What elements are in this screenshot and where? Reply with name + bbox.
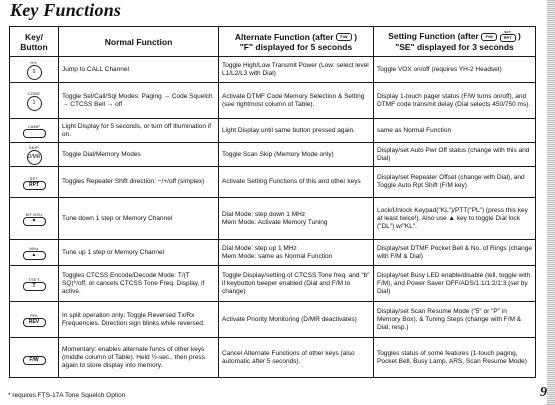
normal-cell: Toggles Repeater Shift direction: −/+/off (simplex) [59, 167, 219, 198]
tone-key-icon: TSET T [23, 278, 46, 291]
table-row [10, 240, 536, 266]
rpt-key-icon: SET RPT [500, 31, 516, 42]
footnote: * requires FTS-17A Tone Squelch Option [8, 392, 126, 399]
setting-cell: Toggle VOX on/off (requires YH-2 Headset) [374, 57, 536, 83]
normal-cell: In split operation only: Toggle Reversed Tx/Rx Frequencies. Direction sign blinks while reversed. [59, 302, 219, 338]
setting-cell: Display/set Repeater Offset (change with Dial), and Toggle Auto Rpt Shift (F/M key) [374, 167, 536, 198]
alternate-cell: Activate DTMF Code Memory Selection & Setting (see rightmost column of Table). [219, 83, 374, 119]
key-cell [10, 57, 59, 83]
f-key-icon: F/W [481, 33, 497, 41]
normal-cell: Jump to CALL Channel [59, 57, 219, 83]
alternate-cell: Toggle High/Low Transmit Power (Low: select level L1/L2/L3 with Dial) [219, 57, 374, 83]
header-alternate: Alternate Function (after F/W ) "F" displayed for 5 seconds [219, 27, 374, 57]
key-0-icon: H/L 0 [27, 61, 42, 80]
table-row [10, 338, 536, 378]
setting-cell: Toggles status of some features (1-touch paging, Pocket Bell, Busy Lamp, ARS, Scan Resume Mode) [374, 338, 536, 378]
key-cell [10, 83, 59, 119]
setting-cell: Display/set Scan Resume Mode ("5" or "P" in Memory Box), & Tuning Steps (change with F/M & Dial, resp.) [374, 302, 536, 338]
table-row [10, 119, 536, 143]
normal-cell: Toggles CTCSS Encode/Decode Mode: T/(T SQ)*/off, or cancels CTCSS Tone Freq. Display, if active. [59, 266, 219, 302]
alternate-cell: Toggle Display/setting of CTCSS Tone freq. and "b" if keybutton beeper enabled (Dial and F/M to change) [219, 266, 374, 302]
key-cell [10, 240, 59, 266]
alternate-cell: Activate Setting Functions of this and other keys [219, 167, 374, 198]
alternate-cell: Light Display until same button pressed again. [219, 119, 374, 143]
alternate-cell: Toggle Scan Skip (Memory Mode only) [219, 143, 374, 167]
key-cell [10, 198, 59, 240]
table-row [10, 302, 536, 338]
down-arrow-key-icon: MT BSU ▼ [23, 213, 46, 226]
key-cell [10, 167, 59, 198]
page-title: Key Functions [10, 0, 122, 20]
alternate-cell: Dial Mode: step down 1 MHz Mem Mode: Activate Memory Tuning [219, 198, 374, 240]
up-arrow-key-icon: MHz ▲ [23, 247, 46, 260]
normal-cell: Tune up 1 step or Memory Channel [59, 240, 219, 266]
table-row [10, 57, 536, 83]
alternate-cell: Activate Priority Monitoring (D/MR deactivates) [219, 302, 374, 338]
normal-cell: Toggle Sel/Call/Sql Modes: Paging → Code Squelch → CTCSS Bell → off [59, 83, 219, 119]
normal-cell: Tune down 1 step or Memory Channel [59, 198, 219, 240]
key-cell [10, 266, 59, 302]
table-row [10, 167, 536, 198]
header-setting: Setting Function (after F/W SET RPT ) "SE" displayed for 3 seconds [374, 27, 536, 57]
page-edge-strip [547, 0, 555, 405]
table-row [10, 198, 536, 240]
fw-key-icon: F/W [23, 356, 46, 365]
table-row [10, 143, 536, 167]
normal-cell: Momentary: enables alternate funcs of other keys (middle column of Table). Held ½-sec., then press again to store display into memory. [59, 338, 219, 378]
normal-cell: Light Display for 5 seconds, or turn off Illumination if on. [59, 119, 219, 143]
setting-cell: Display 1-touch pager status (F/W turns on/off), and DTMF code transmit delay (Dial selects 450/750 ms). [374, 83, 536, 119]
header-normal: Normal Function [59, 27, 219, 57]
table-row [10, 83, 536, 119]
normal-cell: Toggle Dial/Memory Modes [59, 143, 219, 167]
setting-cell: same as Normal Function [374, 119, 536, 143]
alternate-cell: Cancel Alternate Functions of other keys (also automatic after 5 seconds). [219, 338, 374, 378]
key-cell [10, 119, 59, 143]
rev-key-icon: PRI REV [23, 314, 46, 327]
key-1-icon: CODE 1 [27, 92, 42, 111]
f-key-icon: F/W [336, 33, 352, 41]
setting-cell: Lock/Unlock Keypad("KL")/PTT("PL") (press this key at least twice!). Also use ▲ key to toggle Dial lock ("DL") w/"KL". [374, 198, 536, 240]
header-row [10, 27, 536, 57]
setting-cell: Display/set Busy LED enable/disable (tell, toggle with F/M), and Power Saver OFF/ADS/1:1/1:2/1:3 (set by Dial) [374, 266, 536, 302]
rpt-key-icon: SET RPT [23, 177, 46, 190]
page-number: 9 [540, 385, 547, 400]
key-cell [10, 338, 59, 378]
lamp-key-icon: LAMP [23, 125, 46, 138]
setting-cell: Display/set DTMF Pocket Bell & No. of Rings (change with F/M & Dial) [374, 240, 536, 266]
key-cell [10, 302, 59, 338]
setting-cell: Display/set Auto Pwr Off status (change with this and Dial) [374, 143, 536, 167]
alternate-cell: Dial Mode: step up 1 MHz Mem Mode: same as Normal Function [219, 240, 374, 266]
key-functions-table [9, 26, 536, 378]
key-cell [10, 143, 59, 167]
dmr-key-icon: SKIP D/MR [27, 146, 42, 165]
table-row [10, 266, 536, 302]
header-key: Key/ Button [10, 27, 59, 57]
